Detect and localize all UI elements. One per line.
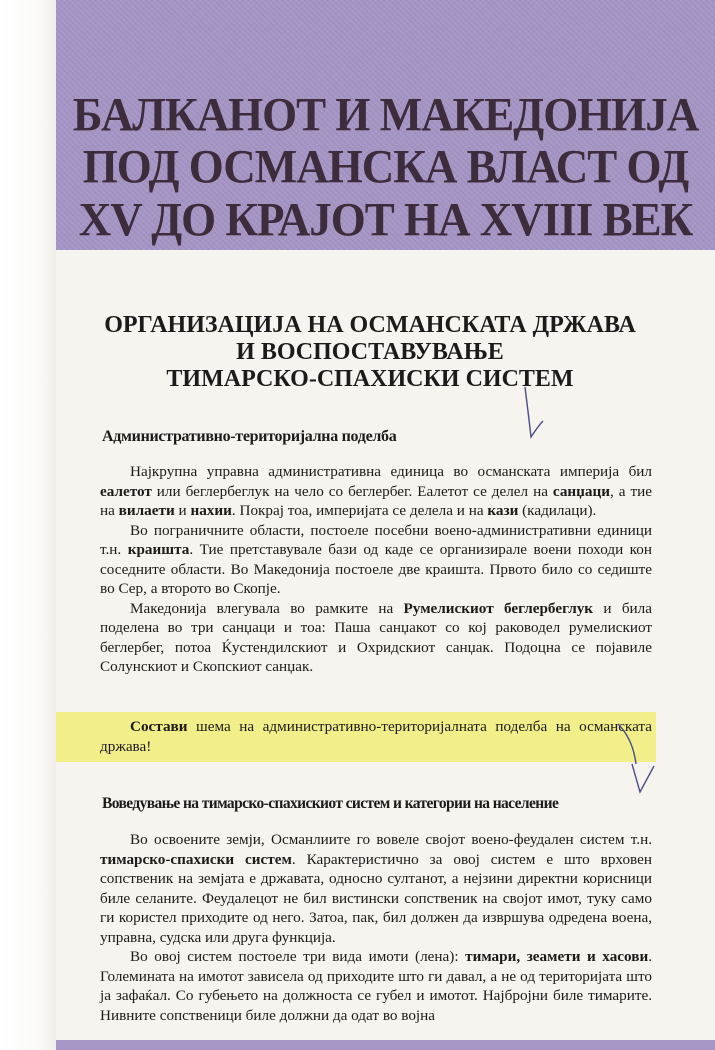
text-block-1 — [100, 462, 652, 677]
task-box — [100, 717, 652, 756]
section-title-line-2: И ВОСПОСТАВУВАЊЕ — [236, 339, 504, 365]
pen-mark-icon — [505, 385, 545, 445]
bottom-band — [56, 1040, 715, 1050]
section-title-line-1: ОРГАНИЗАЦИЈА НА ОСМАНСКАТА ДРЖАВА — [104, 312, 636, 338]
chapter-title-line-2: ПОД ОСМАНСКА ВЛАСТ ОД — [82, 140, 689, 194]
text-block-2 — [100, 830, 652, 1025]
subheading-administrative-division: Административно-територијална поделба — [102, 428, 397, 445]
paragraph-1: Најкрупна управна административна единица во османската империја бил еалетот или беглербеглук на чело со беглербег. Еалетот се делел на санџаци, а тие на вилаети и нахии. Покрај тоа, империјата се делела и на кази (кадилаци). — [100, 463, 652, 519]
section-title — [60, 312, 680, 393]
pen-check-icon — [610, 720, 660, 795]
chapter-title-line-3: XV ДО КРАЈОТ НА XVIII ВЕК — [78, 193, 693, 246]
subheading-timar-system: Воведување на тимарско-спахискиот систем и категории на население — [102, 795, 559, 812]
scan-edge — [0, 0, 56, 1050]
paragraph-2: Во пограничните области, постоеле посебни воено-административни единици т.н. краишта. Тие претставувале бази од каде се организирале воени походи кон соседните области. Во Македонија постоеле две краишта. Првото било со седиште во Сер, а второто во Скопје. — [100, 521, 653, 597]
paragraph-4: Во освоените земји, Османлиите го вовеле својот воено-феудален систем т.н. тимарско-спахиски систем. Карактеристично за овој систем е што врховен сопственик на земјата е државата, односно султанот, а нејзини директни корисници биле селаните. Феудалецот не бил вистински сопственик на својот имот, туку само ги користел приходите од него. Затоа, пак, бил должен да извршува одредена воена, управна, судска или друга функција. — [100, 831, 652, 946]
chapter-title — [56, 88, 715, 246]
chapter-title-line-1: БАЛКАНОТ И МАКЕДОНИЈА — [72, 88, 699, 141]
paragraph-5: Во овој систем постоеле три вида имоти (лена): тимари, зеамети и хасови. Големината на имотот зависела од приходите што ги давал, а не од територијата што ја зафаќал. Со губењето на должноста се губел и имотот. Најбројни биле тимарите. Нивните сопственици биле должни да одат во војна — [100, 948, 652, 1024]
section-title-line-3: ТИМАРСКО-СПАХИСКИ СИСТЕМ — [166, 366, 574, 392]
task-text: Состави шема на административно-територијалната поделба на османската држава! — [100, 718, 652, 755]
paragraph-3: Македонија влегувала во рамките на Румелискиот беглербеглук и била поделена во три санџаци и тоа: Паша санџакот со кој раководел румелискиот беглербег, потоа Ќустендилскиот и Охридскиот санџак. Подоцна се појавиле Солунскиот и Скопскиот санџак. — [100, 599, 652, 675]
